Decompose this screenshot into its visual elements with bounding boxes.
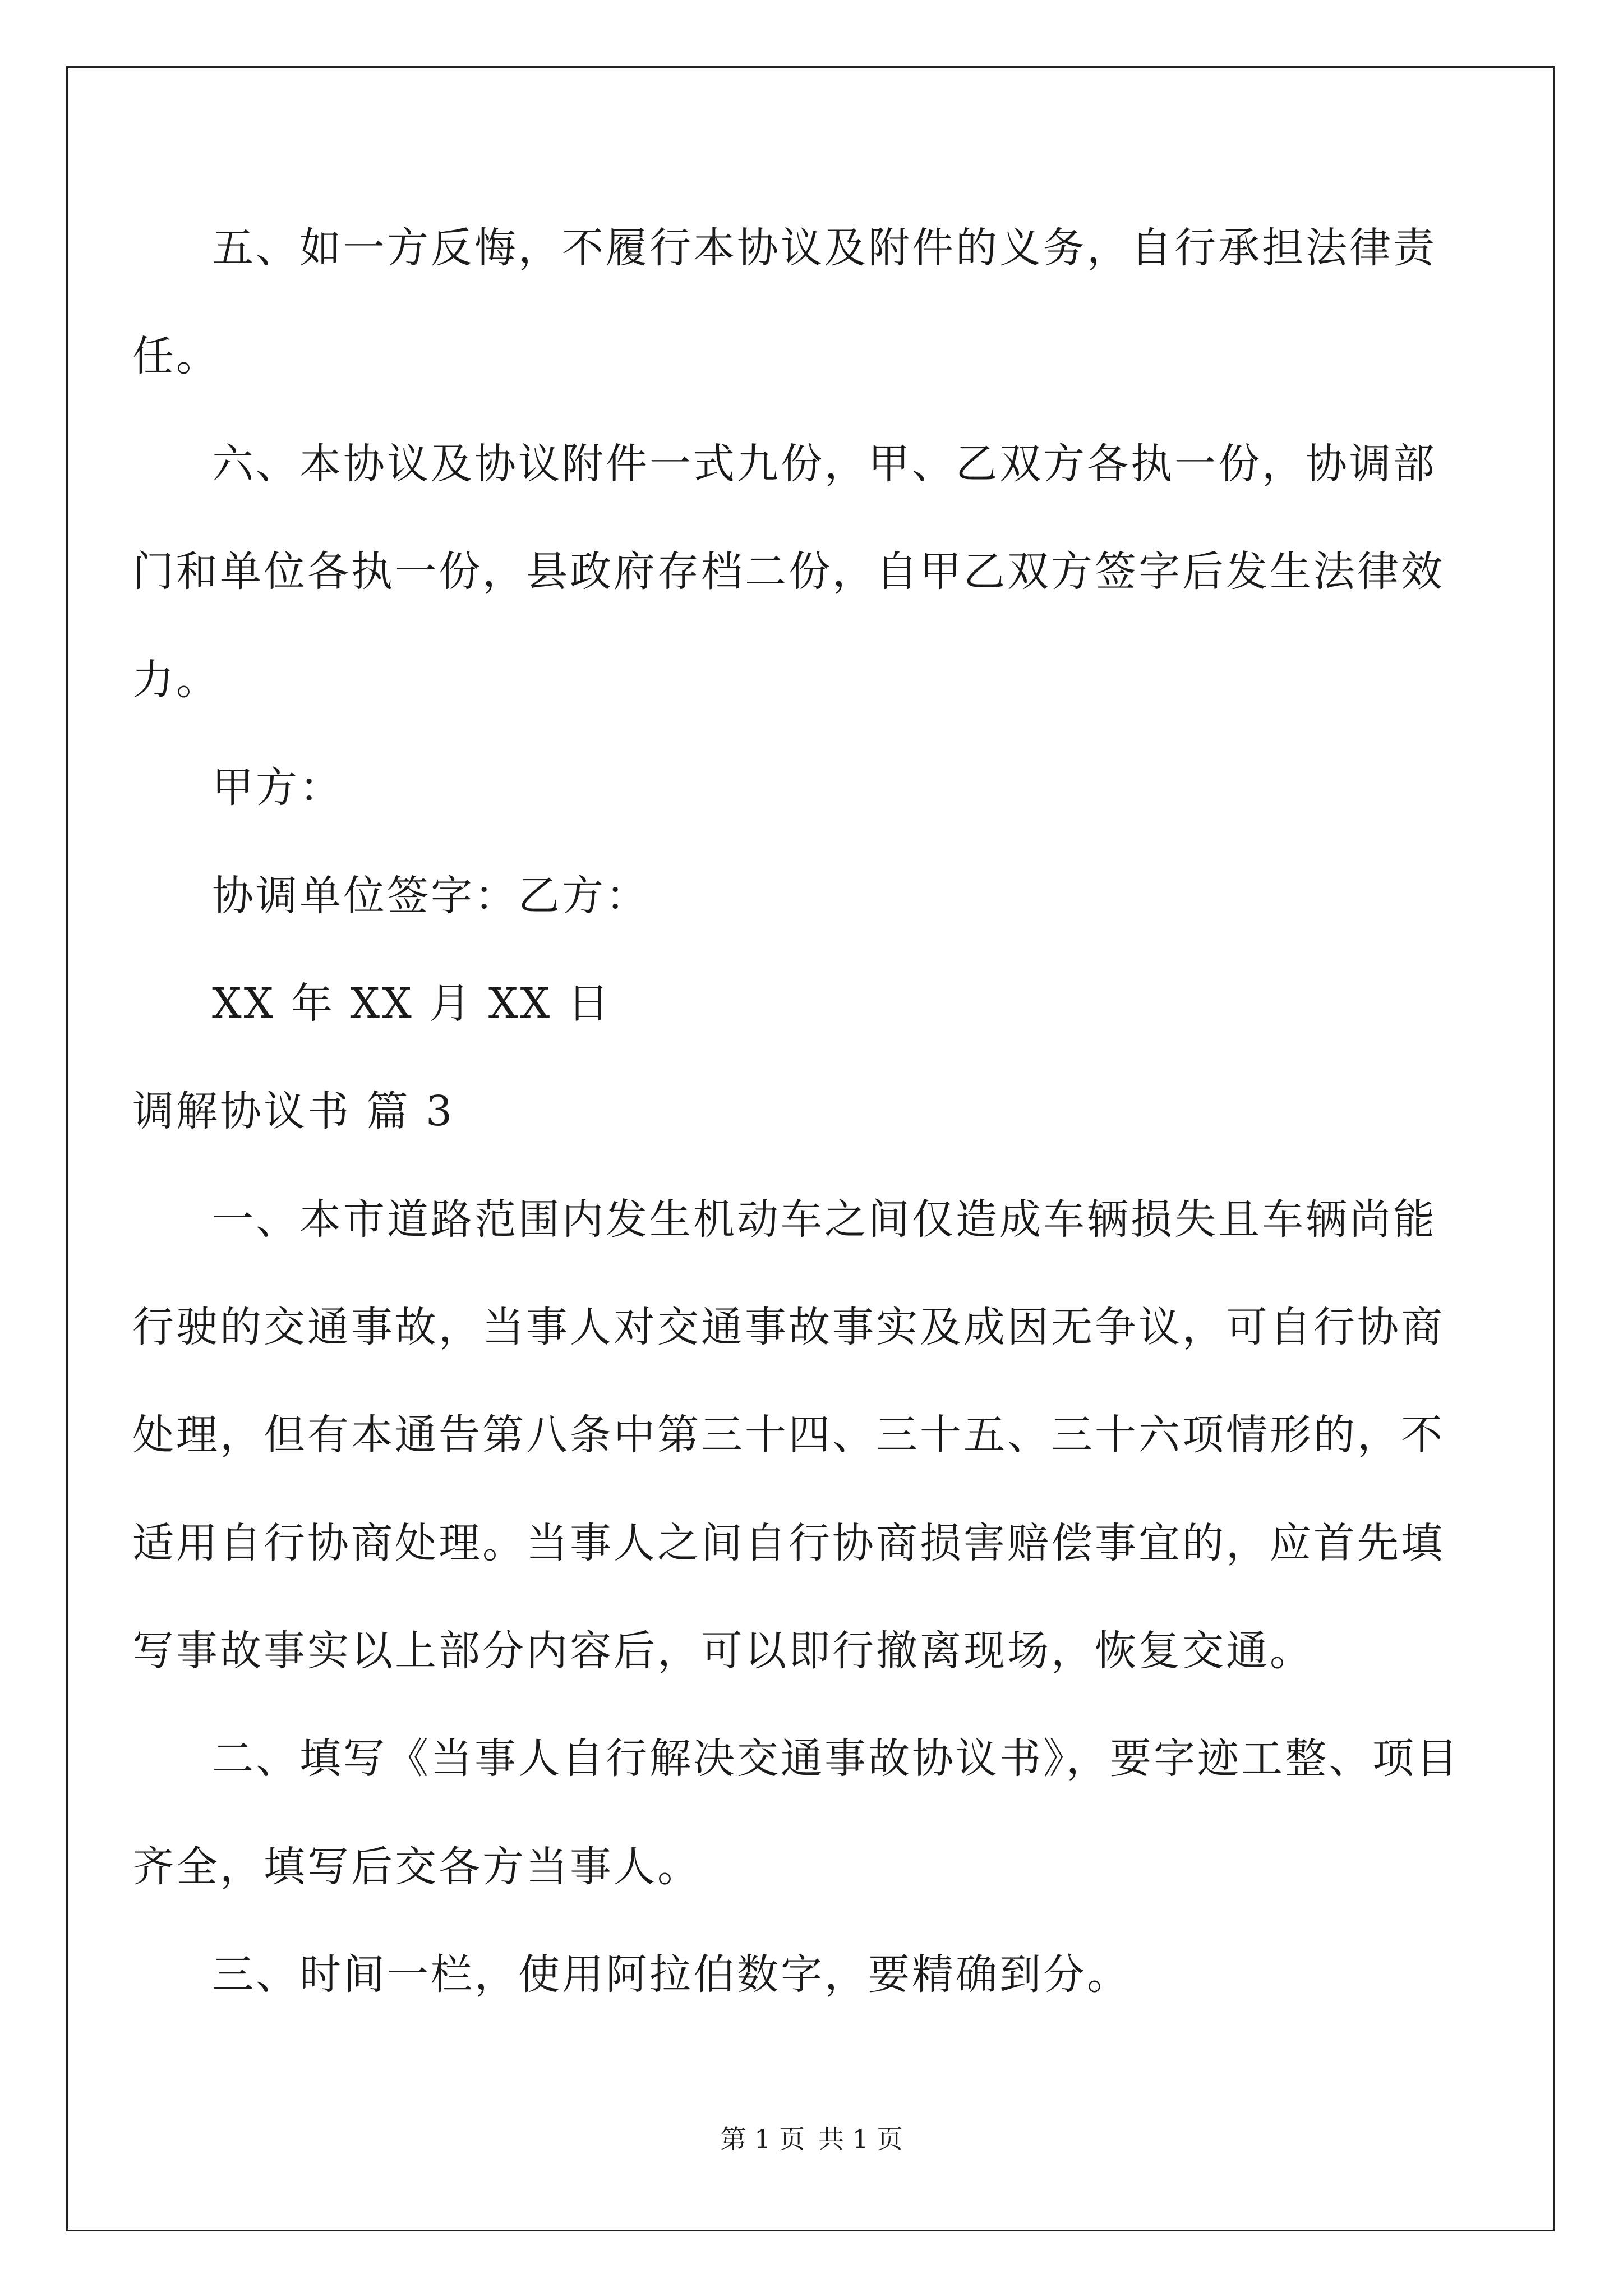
paragraph-5-line-2: 任。 — [132, 332, 220, 380]
section-item-1-line-5: 写事故事实以上部分内容后，可以即行撤离现场，恢复交通。 — [132, 1627, 1313, 1675]
coordinator-signature-label: 协调单位签字：乙方： — [212, 872, 649, 920]
page-number: 第 1 页 — [720, 2124, 805, 2154]
paragraph-5-line-1: 五、如一方反悔，不履行本协议及附件的义务，自行承担法律责 — [212, 224, 1437, 272]
section-item-3-line-1: 三、时间一栏，使用阿拉伯数字，要精确到分。 — [212, 1950, 1131, 1999]
section-item-1-line-2: 行驶的交通事故，当事人对交通事故事实及成因无争议，可自行协商 — [132, 1303, 1445, 1351]
section-item-2-line-2: 齐全，填写后交各方当事人。 — [132, 1843, 701, 1891]
paragraph-6-line-1: 六、本协议及协议附件一式九份，甲、乙双方各执一份，协调部 — [212, 440, 1437, 488]
date-line: XX 年 XX 月 XX 日 — [212, 979, 611, 1028]
section-item-1-line-4: 适用自行协商处理。当事人之间自行协商损害赔偿事宜的，应首先填 — [132, 1519, 1445, 1567]
party-a-label: 甲方： — [212, 763, 343, 812]
section-item-1-line-3: 处理，但有本通告第八条中第三十四、三十五、三十六项情形的，不 — [132, 1411, 1445, 1459]
page-border — [66, 66, 1555, 2231]
page-total: 共 1 页 — [818, 2124, 903, 2154]
section-item-2-line-1: 二、填写《当事人自行解决交通事故协议书》，要字迹工整、项目 — [212, 1734, 1460, 1783]
page-footer — [0, 2126, 1623, 2152]
section-item-1-line-1: 一、本市道路范围内发生机动车之间仅造成车辆损失且车辆尚能 — [212, 1195, 1437, 1244]
paragraph-6-line-3: 力。 — [132, 656, 220, 704]
section-title: 调解协议书 篇 3 — [132, 1087, 455, 1135]
paragraph-6-line-2: 门和单位各执一份，县政府存档二份，自甲乙双方签字后发生法律效 — [132, 547, 1445, 596]
